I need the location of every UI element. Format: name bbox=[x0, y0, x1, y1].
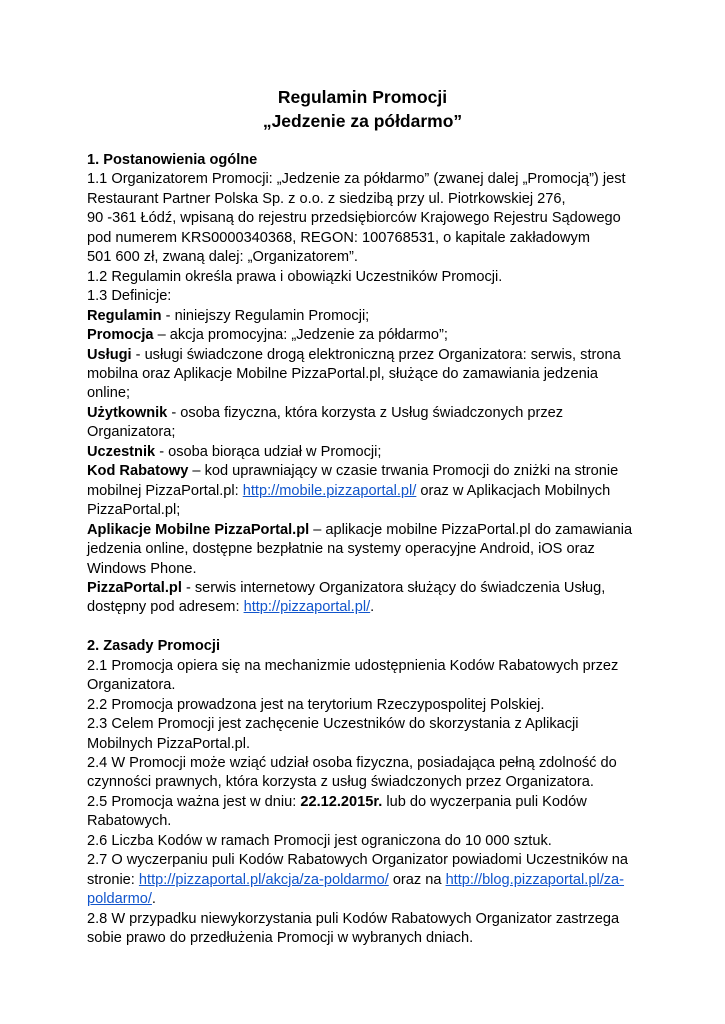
definition-aplikacje-line: jedzenia online, dostępne bezpłatnie na systemy operacyjne Android, iOS oraz bbox=[87, 541, 595, 558]
definition-pizzaportal: PizzaPortal.pl - serwis internetowy Organizatora służący do świadczenia Usług, bbox=[87, 579, 606, 596]
section-1-heading: 1. Postanowienia ogólne bbox=[87, 152, 258, 168]
paragraph-2-2: 2.2 Promocja prowadzona jest na terytorium Rzeczypospolitej Polskiej. bbox=[87, 696, 545, 713]
definition-uczestnik: Uczestnik - osoba biorąca udział w Promocji; bbox=[87, 443, 382, 460]
definition-regulamin: Regulamin - niniejszy Regulamin Promocji; bbox=[87, 307, 370, 324]
paragraph-1-1-line: Restaurant Partner Polska Sp. z o.o. z siedzibą przy ul. Piotrkowskiej 276, bbox=[87, 190, 566, 207]
paragraph-2-6: 2.6 Liczba Kodów w ramach Promocji jest ograniczona do 10 000 sztuk. bbox=[87, 832, 552, 849]
section-2-heading: 2. Zasady Promocji bbox=[87, 638, 221, 655]
definition-term: Promocja bbox=[87, 327, 154, 344]
definition-aplikacje-line: Windows Phone. bbox=[87, 560, 197, 577]
definition-kod-rabatowy: Kod Rabatowy – kod uprawniający w czasie trwania Promocji do zniżki na stronie bbox=[87, 463, 619, 480]
paragraph-2-1-line: 2.1 Promocja opiera się na mechanizmie udostępnienia Kodów Rabatowych przez bbox=[87, 657, 619, 674]
blog-pizzaportal-link[interactable]: http://blog.pizzaportal.pl/za- bbox=[445, 871, 625, 888]
definition-promocja: Promocja – akcja promocyjna: „Jedzenie za półdarmo”; bbox=[87, 327, 448, 344]
definition-pizzaportal-line: dostępny pod adresem: http://pizzaportal.pl/. bbox=[87, 599, 375, 616]
paragraph-1-1-line: 1.1 Organizatorem Promocji: „Jedzenie za półdarmo” (zwanej dalej „Promocją”) jest bbox=[87, 171, 626, 188]
paragraph-2-3-line: Mobilnych PizzaPortal.pl. bbox=[87, 735, 251, 752]
paragraph-2-4-line: czynności prawnych, która korzysta z usług świadczonych przez Organizatora. bbox=[87, 774, 594, 791]
definition-uzytkownik: Użytkownik - osoba fizyczna, która korzysta z Usług świadczonych przez bbox=[87, 404, 564, 421]
definition-term: Użytkownik bbox=[87, 404, 168, 421]
definition-term: Uczestnik bbox=[87, 443, 156, 460]
paragraph-2-8-line: sobie prawo do przedłużenia Promocji w wybranych dniach. bbox=[87, 930, 474, 947]
definition-uzytkownik-line: Organizatora; bbox=[87, 424, 176, 441]
definition-term: Aplikacje Mobilne PizzaPortal.pl bbox=[87, 521, 310, 538]
document-title: Regulamin Promocji bbox=[277, 87, 448, 107]
definition-uslugi: Usługi - usługi świadczone drogą elektroniczną przez Organizatora: serwis, strona bbox=[87, 346, 621, 363]
definition-term: PizzaPortal.pl bbox=[87, 579, 182, 596]
document-subtitle: „Jedzenie za półdarmo” bbox=[262, 111, 463, 131]
paragraph-2-5-line: Rabatowych. bbox=[87, 813, 172, 830]
akcja-za-poldarmo-link[interactable]: http://pizzaportal.pl/akcja/za-poldarmo/ bbox=[138, 871, 389, 888]
definition-term: Regulamin bbox=[87, 307, 162, 324]
mobile-pizzaportal-link[interactable]: http://mobile.pizzaportal.pl/ bbox=[242, 482, 417, 499]
paragraph-1-3: 1.3 Definicje: bbox=[87, 288, 172, 305]
paragraph-2-7-line: stronie: http://pizzaportal.pl/akcja/za-poldarmo/ oraz na http://blog.pizzaportal.pl/za- bbox=[87, 871, 625, 888]
paragraph-2-3-line: 2.3 Celem Promocji jest zachęcenie Uczestników do skorzystania z Aplikacji bbox=[87, 716, 579, 733]
definition-uslugi-line: online; bbox=[87, 385, 131, 402]
definition-aplikacje: Aplikacje Mobilne PizzaPortal.pl – aplikacje mobilne PizzaPortal.pl do zamawiania bbox=[87, 521, 633, 538]
paragraph-2-7-line: poldarmo/. bbox=[87, 891, 156, 908]
definition-term: Usługi bbox=[87, 346, 132, 363]
paragraph-1-1-line: pod numerem KRS0000340368, REGON: 100768531, o kapitale zakładowym bbox=[87, 229, 590, 246]
definition-uslugi-line: mobilna oraz Aplikacje Mobilne PizzaPortal.pl, służące do zamawiania jedzenia bbox=[87, 365, 599, 382]
definition-kod-rabatowy-line: mobilnej PizzaPortal.pl: http://mobile.pizzaportal.pl/ oraz w Aplikacjach Mobilnych bbox=[87, 482, 611, 499]
paragraph-1-1-line: 501 600 zł, zwaną dalej: „Organizatorem”. bbox=[87, 249, 358, 266]
paragraph-1-1-line: 90 -361 Łódź, wpisaną do rejestru przedsiębiorców Krajowego Rejestru Sądowego bbox=[87, 210, 621, 227]
blog-pizzaportal-link-continued[interactable]: poldarmo/ bbox=[87, 891, 152, 908]
definition-kod-rabatowy-line: PizzaPortal.pl; bbox=[87, 502, 181, 519]
document-body bbox=[87, 151, 647, 949]
promotion-date: 22.12.2015r. bbox=[300, 793, 383, 810]
pizzaportal-link[interactable]: http://pizzaportal.pl/ bbox=[243, 599, 371, 616]
paragraph-2-4-line: 2.4 W Promocji może wziąć udział osoba fizyczna, posiadająca pełną zdolność do bbox=[87, 755, 617, 772]
definition-term: Kod Rabatowy bbox=[87, 463, 189, 480]
section-spacer bbox=[87, 618, 647, 637]
paragraph-2-7-line: 2.7 O wyczerpaniu puli Kodów Rabatowych Organizator powiadomi Uczestników na bbox=[87, 852, 629, 869]
paragraph-2-5: 2.5 Promocja ważna jest w dniu: 22.12.2015r. lub do wyczerpania puli Kodów bbox=[87, 793, 587, 810]
paragraph-2-8-line: 2.8 W przypadku niewykorzystania puli Kodów Rabatowych Organizator zastrzega bbox=[87, 910, 620, 927]
paragraph-2-1-line: Organizatora. bbox=[87, 677, 176, 694]
paragraph-1-2: 1.2 Regulamin określa prawa i obowiązki Uczestników Promocji. bbox=[87, 268, 503, 285]
